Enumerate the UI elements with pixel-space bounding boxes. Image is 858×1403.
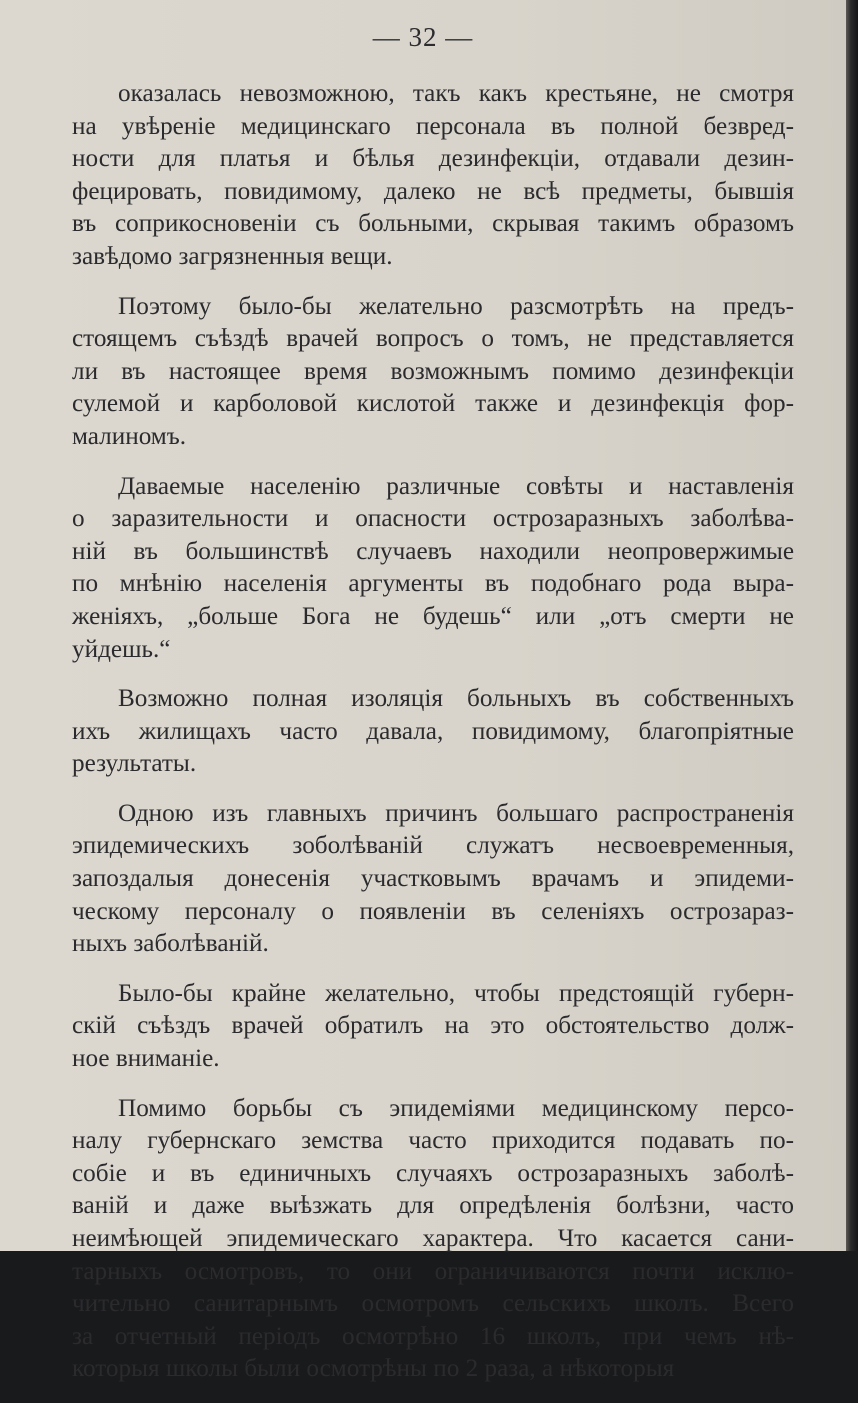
text-line: эпидемическихъ зоболѣваній служатъ несвоевременныя, bbox=[72, 832, 794, 860]
text-line: собіе и въ единичныхъ случаяхъ острозаразныхъ заболѣ- bbox=[72, 1159, 794, 1187]
text-line: налу губернскаго земства часто приходится подавать по- bbox=[72, 1127, 794, 1155]
text-line: фецировать, повидимому, далеко не всѣ предметы, бывшія bbox=[72, 177, 794, 205]
paragraph bbox=[72, 291, 794, 454]
text-line: въ соприкосновеніи съ больными, скрывая такимъ образомъ bbox=[72, 210, 794, 238]
text-line: Даваемые населенію различные совѣты и наставленія bbox=[118, 472, 794, 500]
text-line: уйдешь.“ bbox=[72, 635, 171, 663]
page-text bbox=[72, 78, 794, 1403]
text-line: запоздалыя донесенія участковымъ врачамъ и эпидеми- bbox=[72, 865, 794, 893]
text-line: скій съѣздъ врачей обратилъ на это обстоятельство долж- bbox=[72, 1012, 794, 1040]
text-line: ческому персоналу о появленіи въ селеніяхъ острозараз- bbox=[72, 897, 794, 925]
paragraph bbox=[72, 798, 794, 961]
text-line: ваній и даже выѣзжать для опредѣленія болѣзни, часто bbox=[72, 1192, 794, 1220]
text-line: чительно санитарнымъ осмотромъ сельскихъ школъ. Всего bbox=[72, 1290, 794, 1318]
paragraph bbox=[72, 683, 794, 781]
text-line: ній въ большинствѣ случаевъ находили неопровержимые bbox=[72, 537, 794, 565]
text-line: завѣдомо загрязненныя вещи. bbox=[72, 242, 393, 270]
paragraph bbox=[72, 471, 794, 667]
text-line: Одною изъ главныхъ причинъ большаго распространенія bbox=[118, 799, 794, 827]
page-number: — 32 — bbox=[372, 22, 474, 52]
text-line: ности для платья и бѣлья дезинфекціи, отдавали дезин- bbox=[72, 145, 794, 173]
paragraph bbox=[72, 978, 794, 1076]
text-line: по мнѣнію населенія аргументы въ подобнаго рода выра- bbox=[72, 570, 794, 598]
text-line: оказалась невозможною, такъ какъ крестьяне, не смотря bbox=[118, 80, 794, 107]
text-line: ихъ жилищахъ часто давала, повидимому, благопріятные bbox=[72, 717, 794, 745]
text-line: Поэтому было-бы желательно разсмотрѣть на предъ- bbox=[118, 292, 794, 320]
text-line: Было-бы крайне желательно, чтобы предстоящій губерн- bbox=[118, 979, 794, 1007]
text-line: стоящемъ съѣздѣ врачей вопросъ о томъ, не представляется bbox=[72, 325, 794, 353]
text-line: которыя школы были осмотрѣны по 2 раза, а нѣкоторыя bbox=[72, 1355, 675, 1383]
text-line: малиномъ. bbox=[72, 422, 187, 450]
text-line: ныхъ заболѣваній. bbox=[72, 930, 269, 958]
text-line: тарныхъ осмотровъ, то они ограничиваются почти исклю- bbox=[72, 1257, 794, 1285]
text-line: о заразительности и опасности острозаразныхъ заболѣва- bbox=[72, 505, 794, 533]
text-line: неимѣющей эпидемическаго характера. Что касается сани- bbox=[72, 1225, 794, 1252]
text-line: сулемой и карболовой кислотой также и дезинфекція фор- bbox=[72, 390, 794, 418]
page-edge bbox=[846, 0, 858, 1251]
text-line: на увѣреніе медицинскаго персонала въ полной безвред- bbox=[72, 112, 794, 140]
text-line: Возможно полная изоляція больныхъ въ собственныхъ bbox=[118, 685, 794, 713]
text-line: женіяхъ, „больше Бога не будешь“ или „отъ смерти не bbox=[72, 602, 794, 630]
text-line: результаты. bbox=[72, 750, 197, 778]
text-line: Помимо борьбы съ эпидеміями медицинскому персо- bbox=[118, 1094, 794, 1122]
text-line: ное вниманіе. bbox=[72, 1045, 220, 1073]
text-line: ли въ настоящее время возможнымъ помимо дезинфекціи bbox=[72, 357, 794, 385]
text-line: за отчетный періодъ осмотрѣно 16 школъ, при чемъ нѣ- bbox=[72, 1322, 794, 1350]
paragraph bbox=[72, 78, 794, 274]
paragraph bbox=[72, 1093, 794, 1386]
